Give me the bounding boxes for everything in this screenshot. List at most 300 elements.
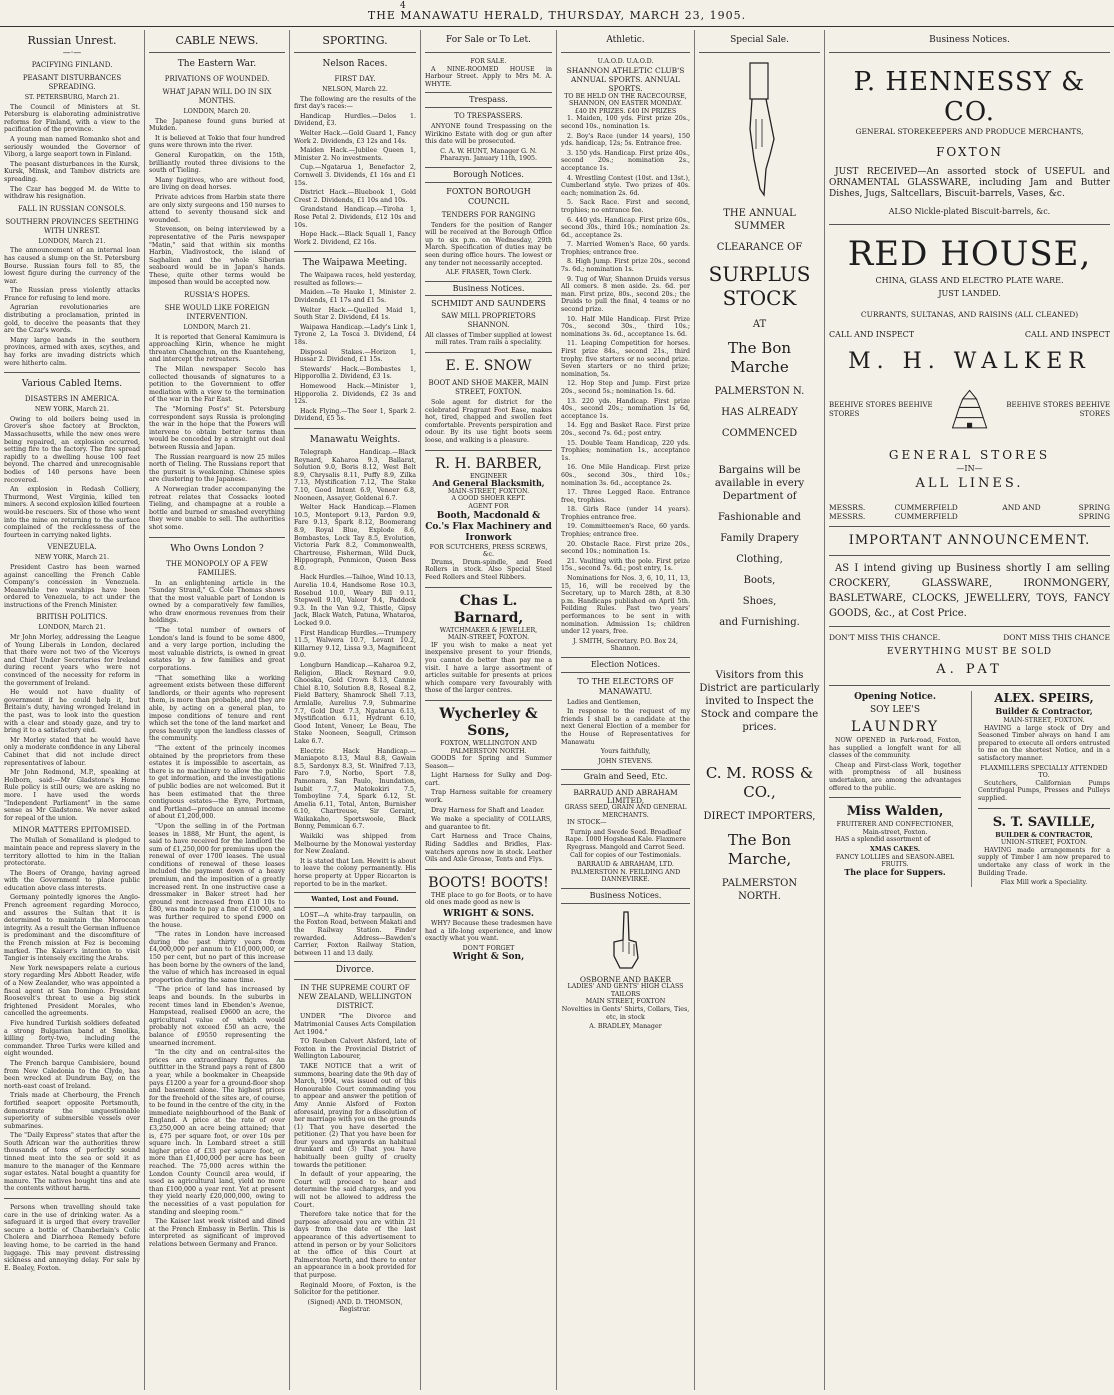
ad-line: LAUNDRY bbox=[851, 719, 940, 735]
paragraph: The Russian rearguard is now 25 miles north of Tieling. The Russians report that the pursuit is weakening. Chinese spies are clustering to the Japanese. bbox=[149, 453, 285, 484]
ad-text: AS I intend giving up Business shortly I am selling CROCKERY, GLASSWARE, IRONMONGERY, BASLETWARE, CLOCKS, JEWELLERY, TOYS, FANCY GOODS, &c., at Cost Price. bbox=[829, 563, 1110, 619]
rule bbox=[829, 685, 1110, 686]
ad-row bbox=[829, 327, 1110, 343]
rule bbox=[699, 52, 820, 53]
subhead: BOOT AND SHOE MAKER, MAIN STREET, FOXTON. bbox=[428, 379, 549, 397]
subhead: SHE WOULD LIKE FOREIGN INTERVENTION. bbox=[164, 304, 270, 322]
event-item: 3. 150 yds. Handicap. First prize 40s., second 20s.; nomination 2s., acceptance 1s. bbox=[561, 149, 690, 172]
paragraph: "The price of land has increased by leaps and bounds. In the suburbs in recent times land in Ebenden's Avenue, Hampstead, realised £9600 an acre, the agricultural value of which would probably not exceed £50 an acre, the balance of £9550 representing the unearned increment. bbox=[149, 986, 285, 1047]
subhead: SAW MILL PROPRIETORS SHANNON. bbox=[441, 311, 536, 329]
subhead: FALL IN RUSSIAN CONSOLS. bbox=[18, 204, 126, 213]
paragraph: The peasant disturbances in the Kursk, Kursk, Minsk, and Tambov districts are spreading. bbox=[4, 160, 140, 183]
paragraph: The Japanese found guns buried at Mukden. bbox=[149, 117, 285, 133]
ad-text: Nominations for Nos. 3, 6, 10, 11, 13, 15, 16, will be received by the Secretary, up to March 28th, at 8.30 p.m. Handicaps published on April 5th. Feilding Rules. Past two years' performances to be sent in with nomination. Admission 1s; children under 12 years, free. bbox=[561, 575, 690, 636]
subhead: WHAT JAPAN WILL DO IN SIX MONTHS. bbox=[162, 88, 272, 105]
headline-waipawa-meeting: The Waipawa Meeting. bbox=[302, 258, 408, 269]
paragraph: In an enlightening article in the "Sunday Strand," G. Cole Thomas shows that the most valuable part of London is owned by a comparatively few families, who draw enormous revenues from their holdings. bbox=[149, 579, 285, 625]
ad-line: BEEHIVE STORES BEEHIVE STORES bbox=[829, 401, 933, 418]
paragraph: Hack Flying.—The Seer 1, Spark 2. Dividend, £5 5s. bbox=[294, 407, 416, 423]
paragraph: Handicap Hurdles.—Delos 1. Dividend, £3. bbox=[294, 112, 416, 128]
rule bbox=[829, 526, 1110, 527]
subhead: BRITISH POLITICS. bbox=[36, 613, 108, 622]
paragraph: The Boers of Orange, having agreed with the Government to place public education above class interests. bbox=[4, 869, 140, 892]
ad-line: A GOOD SHOER KEPT. bbox=[451, 495, 526, 503]
paragraph: A Norwegian trader accompanying the retreat relates that Cossacks looted Tieling, and champagne at a rouble a bottle and burned or smashed everything they were unable to sell. The authorities shot some. bbox=[149, 485, 285, 531]
subhead: PRIVATIONS OF WOUNDED. bbox=[164, 75, 270, 83]
ad-line: LADIES' AND GENTS' HIGH CLASS TAILORS bbox=[567, 983, 684, 998]
rule bbox=[425, 700, 552, 701]
event-item: 7. Married Women's Race, 60 yards. Trophies; entrance free. bbox=[561, 241, 690, 256]
ad-text: GOODS for Spring and Summer Season— bbox=[425, 755, 552, 770]
ad-heading: IMPORTANT ANNOUNCEMENT. bbox=[848, 533, 1091, 548]
paragraph: Welter Hack.—Gold Guard 1, Fancy Work 2. Dividends, £3 12s and 14s. bbox=[294, 129, 416, 145]
paragraph: An explosion in Redash Colliery, Thurmond, West Virginia, killed ten miners. A second explosion killed fourteen would-be rescuers. Six of those who went into the mine on returning to the surface complained of the recklessness of the fourteen in carrying naked lights. bbox=[4, 486, 140, 539]
paragraph: Mr John Redmond, M.P., speaking at Holborn, said:—Mr Gladstone's Home Rule policy is still ours; we are asking no more. I have used the words "Independent Parliament" in the same sense as Mr Gladstone. We never asked for repeal of the union. bbox=[4, 769, 140, 822]
ad-line: PALMERSTON N. bbox=[714, 386, 805, 397]
ad-line: Bargains will be available in every Department of bbox=[714, 465, 805, 502]
rule bbox=[149, 52, 285, 53]
ad-line: The Bon Marche, bbox=[727, 831, 792, 868]
rule bbox=[149, 537, 285, 538]
signature: J. SMITH, Secretary. P.O. Box 24, Shannon. bbox=[572, 637, 679, 653]
paragraph: Maiden.—Te Hauke 1, Minister 2. Dividends, £1 17s and £1 5s. bbox=[294, 289, 416, 305]
paragraph: Waipawa Handicap.—Lady's Link 1, Tyrone 2, La Tosca 3. Dividend, £4 18s. bbox=[294, 323, 416, 347]
headline-eastern-war: The Eastern War. bbox=[177, 59, 257, 69]
ad-line: JUST LANDED. bbox=[938, 289, 1001, 298]
ad-line: Boots, bbox=[743, 575, 776, 586]
event-item: 19. Committeemen's Race, 60 yards. Trophies; entrance free. bbox=[561, 523, 690, 539]
ad-text: Cart Harness and Trace Chains, Riding Saddles and Bridles, Flax-watchers aprons now in stock. Leather Oils and Axle Grease, Tents and Flys. bbox=[425, 833, 552, 864]
paragraph: Five hundred Turkish soldiers defeated a strong Bulgarian band at Smolika, killing forty-two, including the commander. Three Turks were killed and eight wounded. bbox=[4, 1019, 140, 1058]
paragraph: The announcement of an internal loan has caused a slump on the St. Petersburg Bourse. Russian fours fell to 85, the lowest figure during the currency of the war. bbox=[4, 247, 140, 285]
paragraph: It is reported that General Kamimura is approaching Kirin, whence he might threaten Changchun, on the Kuanteheng, and intercept the retreaters. bbox=[149, 333, 285, 364]
headline-who-owns-london: Who Owns London ? bbox=[170, 543, 264, 554]
column-russian-unrest bbox=[0, 30, 144, 1390]
ad-line: MAIN-STREET, FOXTON. bbox=[447, 487, 530, 495]
ad-line: ENGINEER bbox=[469, 472, 508, 480]
dateline: LONDON, March 21. bbox=[38, 237, 106, 245]
event-item: 1. Maiden, 100 yds. First prize 20s., second 10s., nomination 1s. bbox=[561, 115, 690, 130]
divider: —·— bbox=[62, 48, 82, 57]
section-heading: Grain and Seed, Etc. bbox=[583, 772, 668, 782]
ad-text: HAVING made arrangements for a supply of Timber I am now prepared to undertake any class of work in the Building Trade. bbox=[977, 846, 1110, 877]
ad-line: PALMERSTON NORTH. bbox=[721, 878, 798, 902]
paragraph: Hack Hurdles.—Taihoe, Wind 10.13, Aurelia 10.4, Handsome Rose 10.3, Rosebud 10.0, Weary Bill 9.11, Stepwell 9.10, Valour 9.4, Paddock 9.3. In the Van 9.2, Thistle, Gipsy Jack, Black Watch, Patuna, Whataroa, Locked 9.0. bbox=[294, 574, 416, 628]
paragraph: Welter Hack Handicap.—Flamen 10.5, Monteport 9.13, Pardon 9.9, Fare 9.13, Spark 8.12, Boomerang 8.9, Royal Blue, Explode 8.6, Bombastes, Lock Tay 8.5, Evolution, Victoria Park 8.2, Commonwealth, Chartreuse, Fisherman, Wild Duck, Hippograph, Penmicon, Queen Bess 8.0. bbox=[294, 504, 416, 572]
paragraph: Electric Hack Handicap.—Maniapoto 8.13, Maul 8.8, Gawain 8.5, Sardonyx 8.3, St. Winifred 7.13, Faro 7.9, Norbo, Sport 7.8, Pamonara, San Paulo, Inundation, Isubit 7.7, Matokokiri 7.5, Tomboyline 7.4, Spark 6.12, St. Amelia 6.11, Total, Anton, Burnisher 6.10, Chartreuse, Sir Geraint, Waikakaho, Sportswoole, Black Bonny, Pemmican 6.7. bbox=[294, 747, 416, 831]
section-heading: Special Sale. bbox=[730, 35, 789, 45]
ad-line: DIRECT IMPORTERS, bbox=[703, 811, 816, 822]
ad-line: XMAS CAKES. bbox=[869, 845, 921, 853]
ad-line: DON'T MISS THIS CHANCE. bbox=[829, 633, 941, 642]
section-heading: Business Notices. bbox=[452, 283, 525, 293]
paragraph: Germany pointedly ignores the Anglo-French agreement regarding Morocco, and assures the Sultan that it is determined to maintain the Moroccan integrity. As a result the German influence is predominant and the discomfiture of the French mission at Fez is becoming marked. The Kaiser's intention to visit Tangier is intensely exciting the Arabs. bbox=[4, 894, 140, 963]
subhead: THE MONOPOLY OF A FEW FAMILIES. bbox=[166, 559, 268, 577]
ad-text: WHY? Because these tradesmen have had a life-long experience, and know exactly what you want. bbox=[425, 920, 552, 943]
headline-russian-unrest: Russian Unrest. bbox=[27, 34, 117, 47]
ad-text: HAVING a large stock of Dry and Seasoned Timber always on hand I am prepared to execute all orders entrusted to me on the shortest Notice, and in a satisfactory manner. bbox=[977, 724, 1110, 762]
column-special-sale bbox=[694, 30, 824, 1390]
section-heading: Athletic. bbox=[606, 35, 645, 45]
column-cable-news bbox=[144, 30, 289, 1390]
paragraph: Agrarian revolutionaries are distributing a proclamation, printed in gold, to deceive the peasants that they are the Czar's words. bbox=[4, 304, 140, 335]
ad-text: Tenders for the position of Ranger will be received at the Borough Office up to six p.m. on Wednesday, 29th March. Specification of duties may be seen during office hours. The lowest or any tender not necessarily accepted. bbox=[425, 221, 552, 267]
ad-line: TO BE HELD ON THE RACECOURSE, SHANNON, ON EASTER MONDAY. bbox=[564, 92, 687, 108]
subhead: TO TRESPASSERS. bbox=[454, 111, 523, 120]
ad-line: CLEARANCE OF bbox=[716, 242, 803, 253]
paragraph: First Handicap Hurdles.—Trumpery 11.5, Walwera 10.7, Levant 10.2, Killarney 9.12, Lissa 9.3, Magnificent 9.0. bbox=[294, 629, 416, 660]
paragraph: Welter Hack.—Quelled Maid 1, South Star 2. Dividend, £4 1s. bbox=[294, 306, 416, 322]
paragraph: It is stated that Len. Hewitt is about to leave the colony permanently. His horse property at Upper Riccarton is reported to be in the market. bbox=[294, 857, 417, 888]
ad-heading: BARRAUD AND ABRAHAM LIMITED, bbox=[573, 787, 678, 805]
ad-line: The Bon Marche bbox=[727, 339, 792, 376]
event-item: 4. Wrestling Contest (10st. and 13st.), Cumberland style. Two prizes of 40s. each; nomination 2s. 6d. bbox=[561, 174, 690, 197]
paragraph: Reginald Moore, of Foxton, is the Solicitor for the petitioner. bbox=[294, 1281, 416, 1297]
ad-text: C. A. W. HUNT, Manager G. N. Pharazyn. January 11th, 1905. bbox=[439, 147, 538, 163]
ad-heading: Wycherley & Sons, bbox=[439, 705, 538, 739]
paragraph: President Castro has been warned against cancelling the French Cable Company's concession in Venezuela. Meanwhile two warships have been ordered to Venezuela, to act under the instructions of the French Minister. bbox=[4, 563, 140, 609]
pointing-hand-icon bbox=[730, 59, 790, 199]
paragraph: Longburn Handicap.—Kaharoa 9.2, Religion, Black Reynard 9.0, Ghooska, Gold Crown 8.13, Cannie Chiel 8.10, Solution 8.8, Roseal 8.2, Field Battery, Shamrock Shell 7.13, Armlalle, Aurelius 7.9, Submarine 7.7, Gold Dust 7.3, Ngatarua 6.13, Mystification 6.11, Hydrant 6.10, Good Intent, Veneer, Le Beau, The Stake Nooneen, Seagull, Crimson Lake 6.7. bbox=[294, 662, 416, 745]
ad-text: Scutchers, Californian Pumps Centrifugal Pumps, Presses and Pulleys supplied. bbox=[977, 779, 1110, 802]
section-heading: Wanted, Lost and Found. bbox=[311, 896, 399, 904]
section-heading: Election Notices. bbox=[590, 659, 661, 669]
ad-heading: RED HOUSE, bbox=[847, 234, 1092, 274]
ad-heading: Opening Notice. bbox=[854, 692, 936, 702]
column-for-sale bbox=[420, 30, 556, 1390]
ad-text: NOW OPENED in Park-road, Foxton, has supplied a longfelt want for all classes of the community. bbox=[829, 737, 962, 760]
ad-row bbox=[829, 381, 1110, 439]
subhead: FIRST DAY. bbox=[334, 75, 376, 83]
rule bbox=[4, 1198, 140, 1199]
ad-line: HAS ALREADY bbox=[721, 407, 798, 418]
signature: (Signed) AND. D. THOMSON, Registrar. bbox=[307, 1298, 403, 1314]
paragraph: Cup.—Ngatarua 1, Benefactor 2, Cornwell 3. Dividends, £1 16s and £1 15s. bbox=[294, 164, 416, 187]
paragraph: In default of your appearing, the Court will proceed to hear and determine the said charges, and you will not be allowed to address the Court. bbox=[294, 1171, 416, 1209]
ad-heading: E. E. SNOW bbox=[445, 358, 532, 375]
paragraph: Trials made at Cherbourg, the French fortified seaport opposite Portsmouth, demonstrate the unquestionable superiority of submersible vessels over submarines. bbox=[4, 1092, 140, 1130]
subhead: SOUTHERN PROVINCES SEETHING WITH UNREST. bbox=[5, 217, 139, 235]
rule bbox=[425, 869, 552, 870]
ad-line: THE ANNUAL SUMMER bbox=[723, 208, 796, 232]
subhead: PACIFYING FINLAND. bbox=[31, 61, 113, 69]
section-divorce bbox=[294, 961, 416, 980]
ad-row bbox=[829, 503, 1110, 521]
headline-sporting: SPORTING. bbox=[322, 34, 388, 47]
rule bbox=[561, 52, 690, 53]
paragraph: Telegraph Handicap.—Black Reynard, Kaharoa 9.3, Ballarat, Solution 9.0, Boris 8.12, West Belt 8.9, Chrysalis 8.11, Puffy 8.9, Zilka 7.13, Mystification 7.12, The Stake 7.10, Good Intent 6.9, Veneer 6.8, Nooneen, Assayer, Goldenal 6.7. bbox=[294, 448, 416, 502]
event-item: 8. High Jump. First prize 20s., second 7s. 6d.; nomination 1s. bbox=[561, 258, 690, 274]
ad-line: FRUITERER AND CONFECTIONER, Main-street, Foxton. bbox=[836, 821, 954, 836]
section-heading: For Sale or To Let. bbox=[446, 35, 531, 45]
paragraph: Many large bands in the southern provinces, armed with axes, scythes, and hay forks are invading districts which were hitherto calm. bbox=[4, 336, 140, 367]
ad-line: CURRANTS, SULTANAS, AND RAISINS (ALL CLEANED) bbox=[860, 310, 1079, 319]
paragraph: Grandstand Handicap.—Tiroha 1, Rose Petal 2. Dividends, £12 10s and 10s. bbox=[294, 206, 416, 229]
ad-line: U.A.O.D. U.A.O.D. bbox=[597, 58, 654, 65]
paragraph: The "Morning Post's" St. Petersburg correspondent says Russia is prolonging the war in the hope that the Powers will intervene to obtain better terms than would be conceded by a straight out deal between Russia and Japan. bbox=[149, 406, 285, 451]
paragraph: Mr John Morley, addressing the League of Young Liberals in London, declared that there were not two of the Viceroys and Chief Under Secretaries for Ireland during recent years who were not convinced of the necessity for reform in the government of Ireland. bbox=[4, 634, 140, 687]
ad-line: —IN— bbox=[956, 464, 983, 473]
ad-heading: P. HENNESSY & CO. bbox=[853, 67, 1086, 127]
beehive-icon bbox=[944, 385, 995, 435]
masthead-title: THE MANAWATU HERALD, THURSDAY, MARCH 23, 1905. bbox=[367, 9, 747, 22]
paragraph: The Council of Ministers at St. Petersburg is elaborating administrative reforms for Finland, with a view to the pacification of the province. bbox=[4, 103, 140, 134]
paragraph: Waikiki was shipped from Melbourne by the Monowai yesterday for New Zealand. bbox=[294, 833, 416, 856]
rule bbox=[829, 224, 1110, 225]
paragraph: Homewood Hack.—Minister 1, Hipporolia 2. Dividends, £2 3s and 12s. bbox=[294, 383, 416, 406]
subhead: TO THE ELECTORS OF MANAWATU. bbox=[577, 676, 674, 696]
paragraph: "The rates in London have increased during the past thirty years from £4,000,000 per annum to £10,000,000, or 150 per cent, but no part of this increase has been borne by the owners of the land, the value of which has increased in equal proportion during the same time. bbox=[149, 931, 285, 984]
rule bbox=[425, 587, 552, 588]
pointing-hand-icon bbox=[606, 910, 646, 970]
ad-grid bbox=[829, 691, 1110, 887]
paragraph: Owing to old boilers being used in Grover's shoe factory at Brockton, Massachusetts, while the new ones were being repaired, an explosion occurred, setting fire to the factory. The fire spread rapidly to a dwelling house 100 feet beyond. The charred and unrecognisable bodies of 140 persons have been recovered. bbox=[4, 415, 140, 484]
ad-line: SOY LEE'S bbox=[869, 705, 921, 715]
paragraph: TO Reuben Calvert Alsford, late of Foxton in the Provincial District of Wellington Labourer, bbox=[294, 1038, 416, 1061]
rule bbox=[829, 626, 1110, 627]
ad-line: Builder & Contractor, bbox=[995, 706, 1093, 716]
event-item: 6. 440 yds. Handicap. First prize 60s., second 30s., third 10s.; nomination 2s. 6d., acceptance 2s. bbox=[561, 216, 690, 239]
ad-text: Cheap and First-class Work, together with promptness of all business undertaken, are among the advantages offered to the public. bbox=[829, 761, 962, 792]
section-heading: Business Notices. bbox=[589, 891, 662, 901]
subhead: VENEZUELA. bbox=[47, 543, 97, 552]
headline-nelson-races: Nelson Races. bbox=[322, 59, 388, 69]
ad-text: ALSO Nickle-plated Biscuit-barrels, &c. bbox=[888, 207, 1051, 216]
ad-line: UNION-STREET, FOXTON. bbox=[1000, 839, 1088, 847]
ad-text: Trap Harness suitable for creamery work. bbox=[425, 789, 552, 805]
subhead: TENDERS FOR RANGING bbox=[441, 210, 536, 219]
paragraph: The "Daily Express" states that after the South African war the authorities threw thousands of tons of perfectly sound tinned meat into the sea or sold it as manure to the manager of the Kenmare sugar estates. Natal bought a quantity for manure. The natives bought tins and ate the contents without harm. bbox=[4, 1132, 140, 1193]
event-item: 5. Sack Race. First and second, trophies; no entrance fee. bbox=[561, 199, 690, 214]
ad-line: BEEHIVE STORES BEEHIVE STORES bbox=[1006, 401, 1110, 418]
ad-line: CHINA, GLASS AND ELECTRO PLATE WARE. bbox=[875, 276, 1064, 285]
section-heading: Borough Notices. bbox=[453, 169, 524, 179]
paragraph: LOST—A white-fray tarpaulin, on the Foxton Road, between Makati and the Railway Station. Finder rewarded. Address—Bawden's Carrier, Foxton Railway Station, between 11 and 13 daily. bbox=[294, 911, 416, 957]
paragraph: "The total number of owners of London's land is found to be some 4800, and a very large portion, including the most valuable districts, is owned in great estates by a few families and great corporations. bbox=[149, 627, 285, 673]
ad-line: FANCY LOLLIES and SEASON-ABEL FRUITS. bbox=[835, 853, 955, 869]
section-election bbox=[561, 657, 690, 673]
ad-line: FOXTON, WELLINGTON AND PALMERSTON NORTH. bbox=[440, 739, 537, 755]
ad-line: Clothing, bbox=[736, 554, 783, 565]
advertisement-text: Persons when travelling should take care in the use of drinking water. As a safeguard it is urged that every traveller secure a bottle of Chamberlain's Colic Cholera and Diarrhoea Remedy before leaving home, to be carried in the hand luggage. This may prevent distressing sickness and annoying delay. For sale by E. Bealey, Foxton. bbox=[4, 1204, 140, 1272]
ad-line: GENERAL STORES bbox=[888, 448, 1051, 462]
ad-text: Dray Harness for Shaft and Leader. bbox=[431, 806, 545, 814]
paragraph: Stewards' Hack.—Bombastes 1, Hipporollia 2. Dividend, £3 1s. bbox=[294, 365, 416, 381]
ad-text: Drums, Drum-spindle, and Feed Rollers in stock. Also Special Steel Feed Rollers and Steel Ribbers. bbox=[425, 558, 552, 581]
ad-text: We make a speciality of COLLARS, and guarantee to fit. bbox=[425, 816, 552, 831]
rule bbox=[294, 52, 416, 53]
page-number: 4 bbox=[400, 1, 406, 11]
dateline: LONDON, March 20. bbox=[183, 108, 251, 115]
ad-text: IF you wish to make a neat yet inexpensive present to your friends, you cannot do better than pay me a visit. I have a large assortment of articles suitable for presents at prices which compare very favourably with those of the larger centres. bbox=[425, 641, 552, 695]
ad-text: Novelties in Gents' Shirts, Collars, Ties, etc, in stock bbox=[561, 1006, 690, 1021]
subhead: IN THE SUPREME COURT OF NEW ZEALAND, WELLINGTON DISTRICT. bbox=[298, 984, 412, 1011]
ad-row bbox=[829, 632, 1110, 644]
paragraph: "In the city and on central-sites the prices are extraordinary figures. An outfitter in the Strand pays a rent of £800 a year, while a bookmaker in Cheapside pays £1200 a year for a ground-floor shop and basement alone. The highest prices for the freehold of the sites are, of course, to be found in the centre of the city, in the immediate neighbourhood of the Bank of England. A price at the rate of over £3,250,000 an acre being attained; that is, £75 per square foot, or over 10s per square inch. In Lombard street a still higher price of £33 per square foot, or more than £1,400,000 per acre has been reached. The 75,000 acres within the London County Council area would, if used as agricultural land, yield no more than £100,000 a year rent. Yet at present they yield nearly £20,000,000, owing to the necessities of a vast population for standing and sleeping room." bbox=[149, 1049, 285, 1216]
headline-cable-news: CABLE NEWS. bbox=[175, 34, 259, 47]
ad-text: Light Harness for Sulky and Dog-cart. bbox=[425, 772, 552, 787]
event-item: 16. One Mile Handicap. First prize 60s., second 30s., third 10s.; nomination 3s. 6d., acceptance 2s. bbox=[561, 464, 690, 487]
section-wanted-lost-found bbox=[294, 892, 416, 908]
dateline: NEW YORK, March 21. bbox=[34, 554, 110, 562]
ad-heading: M. H. WALKER bbox=[848, 349, 1091, 374]
paragraph: The following are the results of the first day's races:— bbox=[294, 95, 416, 111]
ad-line: ALL LINES. bbox=[915, 476, 1024, 491]
ad-line: Fashionable and bbox=[718, 512, 801, 523]
paragraph: Private advices from Harbin state there are only sixty surgeons and 150 nurses to attend to seventy thousand sick and wounded. bbox=[149, 193, 285, 224]
ad-line: AT bbox=[752, 319, 767, 330]
event-item: 10. Half Mile Handicap. First Prize 70s., second 30s., third 10s.; nominations 3s. 6d., acceptance 1s. 6d. bbox=[561, 315, 690, 338]
rule bbox=[294, 251, 416, 252]
paragraph: TAKE NOTICE that a writ of summons, bearing date the 9th day of March, 1904, was issued out of this Honourable Court commanding you to appear and answer the petition of Amy Annie Alsford of Foxton aforesaid, praying for a dissolution of her marriage with you on the grounds (1) That you have deserted the petitioner. (2) That you have been for four years and upwards an habitual drunkard and (3) That you have habitually been guilty of cruelty towards the petitioner. bbox=[294, 1062, 416, 1169]
event-item: 11. Leaping Competition for horses. First prize 84s., second 21s., third trophy. five starters or no second prize. Seven starters or no third prize; nomination, 5s. bbox=[561, 340, 690, 378]
event-item: 2. Boy's Race (under 14 years), 150 yds. handicap, 12s; 5s. Entrance free. bbox=[561, 132, 690, 148]
ad-line: MAIN-STREET, FOXTON. bbox=[1003, 717, 1085, 724]
ad-line: And General Blacksmith, bbox=[432, 478, 545, 489]
section-business bbox=[561, 888, 690, 904]
masthead bbox=[0, 0, 1114, 27]
dateline: NEW YORK, March 21. bbox=[34, 406, 110, 414]
paragraph: Stevenson, on being interviewed by a representative of the Paris newspaper "Matin," said that within six months Harbin, Vladivostock, the island of Saghalien and the whole Siberian seaboard would be in Japan's hands. These, quite other terms would be imposed than would be accepted now. bbox=[149, 226, 285, 287]
paragraph: "Upon the selling in of the Portman leases in 1888, Mr Hunt, the agent, is said to have received for the landlord the sum of £1,250,000 for premiums upon the renewal of over 1700 leases. The usual conditions of renewal of these leases included the payment down of a heavy premium, and the imposition of a greatly increased rent. In one instructive case a dressmaker in Baker street had her ground rent increased from £10 10s to £80, was made to pay a fine of £1000, and was further required to spend £900 on the house. bbox=[149, 822, 285, 929]
ad-text: ANYONE found Trespassing on the Wirikino Estate with dog or gun after this date will be prosecuted. bbox=[425, 122, 552, 146]
event-item: 21. Vaulting with the pole. First prize 15s., second 7s. 6d.; post entry, 1s. bbox=[561, 557, 690, 573]
column-athletic bbox=[556, 30, 694, 1390]
paragraph: The French barque Cambisiere, bound from New Caledonia to the Clyde, has been wrecked at Dundrum Bay, on the north-east coast of Ireland. bbox=[4, 1059, 140, 1090]
event-item: 12. Hop Step and Jump. First prize 20s., second 5s.; nomination 1s. 6d. bbox=[561, 380, 690, 395]
event-list bbox=[561, 115, 690, 573]
event-item: 18. Girls Race (under 14 years). Trophies entrance free. bbox=[561, 506, 690, 521]
paragraph: Disposal Stakes.—Horizon 1, Hussar 2. Dividend, £1 15s. bbox=[294, 348, 416, 364]
paragraph: The Mullah of Somaliland is pledged to maintain peace and repress slavery in the territory allotted to him in the Italian protectorate. bbox=[4, 837, 140, 868]
ad-line: Wright & Son, bbox=[452, 952, 525, 963]
ad-line: £40 IN PRIZES. £40 IN PRIZES bbox=[574, 107, 677, 115]
ad-line: Family Drapery bbox=[720, 533, 799, 544]
headline-manawatu-weights: Manawatu Weights. bbox=[309, 434, 401, 445]
ad-text: JUST RECEIVED—An assorted stock of USEFUL and ORNAMENTAL GLASSWARE, including Jam and Butter Dishes, Jugs, Saltcellars, Biscuit-barrels, Vases, &c. bbox=[829, 167, 1110, 199]
ad-text: HAS a splendid assortment of bbox=[835, 836, 931, 844]
section-heading: Divorce. bbox=[335, 965, 375, 976]
ad-text: ALF. FRASER, Town Clerk. bbox=[445, 269, 532, 277]
ad-heading: ALEX. SPEIRS, bbox=[994, 691, 1094, 705]
paragraph: "That something like a working agreement exists between these different landlords, or their agents who represent them, is more than probable, and they are able, by acting on a general plan, to impose conditions of tenure and rent which set the tone of the land market and press heavily upon the landless classes of the community. bbox=[149, 674, 285, 743]
paragraph: It is believed at Tokio that four hundred guns were thrown into the river. bbox=[149, 134, 285, 150]
paragraph: District Hack.—Bluebook 1, Gold Crest 2. Dividends, £1 10s and 10s. bbox=[294, 189, 416, 204]
event-item: 17. Three Legged Race. Entrance free, trophies. bbox=[561, 489, 690, 504]
section-trespass bbox=[425, 92, 552, 108]
ad-text: A. BRADLEY, Manager bbox=[589, 1023, 662, 1031]
ad-line: C. M. ROSS & CO., bbox=[705, 764, 814, 801]
ad-heading: OSBORNE AND BAKER bbox=[579, 974, 672, 984]
subhead: PEASANT DISTURBANCES SPREADING. bbox=[22, 74, 122, 91]
ad-text: All classes of Timber supplied at lowest mill rates. Tram rails a speciality. bbox=[425, 331, 552, 347]
ad-heading: R. H. BARBER, bbox=[435, 455, 542, 472]
event-item: 14. Egg and Basket Race. First prize 20s., second 7s. 6d.; post entry. bbox=[561, 422, 690, 437]
rule bbox=[829, 797, 961, 798]
ad-line: MESSRS. MESSRS. bbox=[829, 503, 866, 521]
ad-text: A NINE-ROOMED HOUSE in Harbour Street. Apply to Mrs M. A. WHYTE. bbox=[425, 65, 552, 88]
section-heading: Trespass. bbox=[469, 95, 508, 105]
dateline: LONDON, March 21. bbox=[183, 324, 251, 332]
paragraph: The Kaiser last week visited and dined at the French Embassy in Berlin. This is interpreted as significant of improved relations between Germany and France. bbox=[149, 1218, 285, 1248]
ad-text: THE place to go for Boots, or to have old ones made good as new is bbox=[425, 891, 552, 907]
ad-text: BARRAUD & ABRAHAM, LTD. PALMERSTON N. FEILDING AND DANNEVIRKE. bbox=[570, 861, 681, 884]
ad-line: AND AND bbox=[1002, 503, 1041, 512]
ad-line: SURPLUS STOCK bbox=[708, 262, 811, 310]
event-item: 13. 220 yds. Handicap. First prize 40s., second 20s.; nomination 1s 6d, acceptance 1s. bbox=[561, 397, 690, 420]
ad-line: DON'T FORGET bbox=[462, 944, 515, 952]
ad-line: SPRING SPRING bbox=[1078, 503, 1110, 521]
ad-alex-speirs bbox=[971, 691, 1110, 887]
ad-heading: SCHMIDT AND SAUNDERS bbox=[431, 299, 546, 309]
ad-heading: FOXTON BOROUGH COUNCIL bbox=[446, 186, 531, 206]
paragraph: General Kuropatkin, on the 15th, brilliantly routed three divisions to the south of Tieling. bbox=[149, 151, 285, 175]
ad-heading: SHANNON ATHLETIC CLUB'S bbox=[566, 65, 685, 75]
ad-text: IN STOCK— bbox=[567, 819, 607, 827]
paragraph: The Czar has begged M. de Witte to withdraw his resignation. bbox=[4, 185, 140, 201]
ad-line: MAIN-STREET, FOXTON. bbox=[447, 634, 530, 642]
ad-line: Flax Mill work a Speciality. bbox=[1000, 879, 1088, 887]
headline-various-cabled: Various Cabled Items. bbox=[21, 379, 123, 390]
rule bbox=[4, 372, 140, 373]
event-item: 15. Double Team Handicap, 220 yds. Trophies; nomination 1s., acceptance 1s. bbox=[561, 439, 690, 462]
ad-line: The place for Suppers. bbox=[844, 866, 946, 877]
paragraph: New York newspapers relate a curious story regarding Mrs Abbott Reader, wife of a New Zealander, who was appointed a fiscal agent at San Domingo. President Roosevelt's threat to use a big stick frightened President Morales, who cancelled the agreements. bbox=[4, 964, 140, 1018]
ad-line: EVERYTHING MUST BE SOLD bbox=[886, 647, 1053, 657]
ad-line: Visitors from this District are particularly invited to Inspect the Stock and compare the prices. bbox=[699, 670, 820, 733]
ad-heading: S. T. SAVILLE, bbox=[992, 814, 1096, 830]
paragraph: Mr Morley stated that he would have only a moderate confidence in any Liberal Cabinet that did not include direct representatives of labour. bbox=[4, 736, 140, 767]
ad-heading: FOR SALE. bbox=[470, 58, 507, 65]
paragraph: UNDER "The Divorce and Matrimonial Causes Acts Compilation Act 1904." bbox=[294, 1013, 416, 1036]
section-heading: Business Notices. bbox=[929, 35, 1010, 45]
ad-text: Sole agent for district for the celebrated Fragrant Foot Ease, makes hot, tired, chapped and swollen feet comfortable. Prevents perspiration and odour. By its use tight boots seem loose, and walking is a pleasure. bbox=[425, 399, 552, 445]
ad-heading: A. PAT bbox=[936, 662, 1003, 677]
paragraph: "The extent of the princely incomes obtained by the proprietors from these estates it is impossible to ascertain, as there is no machinery to allow the public to get information, and the investigations of public bodies are not welcomed. But it has been estimated that the three contiguous estates—the Eyre, Portman, and Portland—produce an annual income of about £1,200,000. bbox=[149, 744, 285, 821]
ad-line: GENERAL STOREKEEPERS AND PRODUCE MERCHANTS, bbox=[855, 127, 1084, 136]
ad-heading: ANNUAL SPORTS. ANNUAL SPORTS. bbox=[571, 74, 680, 93]
ad-text: Turnip and Swede Seed. Broadleaf Rape. 1000 Hogshead Kale. Flaxmere Ryegrass. Mangold and Carrot Seed. Call for copies of our Testimonials. bbox=[565, 828, 686, 859]
rule bbox=[425, 352, 552, 353]
ad-line: GRASS SEED, GRAIN AND GENERAL MERCHANTS. bbox=[564, 804, 687, 819]
paragraph: Therefore take notice that for the purpose aforesaid you are within 21 days from the date of the last appearance of this advertisement to attend in person or by your Solicitors at the office of this Court at Palmerston North, and there to enter an appearance in a book provided for that purpose. bbox=[294, 1211, 416, 1279]
dateline: NELSON, March 22. bbox=[322, 86, 388, 93]
ad-text: Ladies and Gentlemen, bbox=[567, 698, 641, 706]
rule bbox=[425, 450, 552, 451]
paragraph: The Russian press violently attacks France for refusing to lend more. bbox=[4, 287, 140, 302]
ad-line: and Furnishing. bbox=[719, 617, 800, 628]
subhead: MINOR MATTERS EPITOMISED. bbox=[12, 826, 132, 835]
ad-line: CALL AND INSPECT bbox=[1024, 330, 1110, 339]
ad-line: DONT MISS THIS CHANCE bbox=[1003, 633, 1110, 642]
event-item: 9. Tug of War, Shannon Druids versus All comers. 8 men aside. 2s. 6d. per man. First prize, 80s., second 20s.; the Druids to pull the final, 4 teams or no second prize. bbox=[561, 275, 690, 314]
ad-soy-lee bbox=[829, 691, 961, 887]
section-business bbox=[425, 281, 552, 297]
paragraph: He would not have duality of government if he could help it, but Britain's duty, having wronged Ireland in the past, was to look into the question with a clear and steady gaze, and try to bring it to a satisfactory end. bbox=[4, 689, 140, 735]
rule bbox=[978, 808, 1110, 809]
ad-line: AGENT FOR bbox=[468, 503, 509, 510]
dateline: LONDON, March 21. bbox=[38, 624, 106, 632]
paragraph: A young man named Romanko shot and seriously wounded the Governor of Viborg, a large seaport town in Finland. bbox=[4, 135, 140, 159]
rule bbox=[829, 555, 1110, 556]
ad-heading: BOOTS! BOOTS! bbox=[428, 874, 549, 891]
ad-heading: Miss Walden, bbox=[846, 804, 944, 820]
paragraph: Maiden Hack.—Jubilee Queen 1, Minister 2. No investments. bbox=[294, 147, 416, 162]
paragraph: Hope Hack.—Black Squall 1, Fancy Work 2. Dividend, £2 16s. bbox=[294, 231, 416, 246]
dateline: ST. PETERSBURG, March 21. bbox=[24, 94, 120, 101]
ad-line: FOR SCUTCHERS, PRESS SCREWS, &c. bbox=[429, 543, 548, 559]
section-grain-seed bbox=[561, 769, 690, 785]
